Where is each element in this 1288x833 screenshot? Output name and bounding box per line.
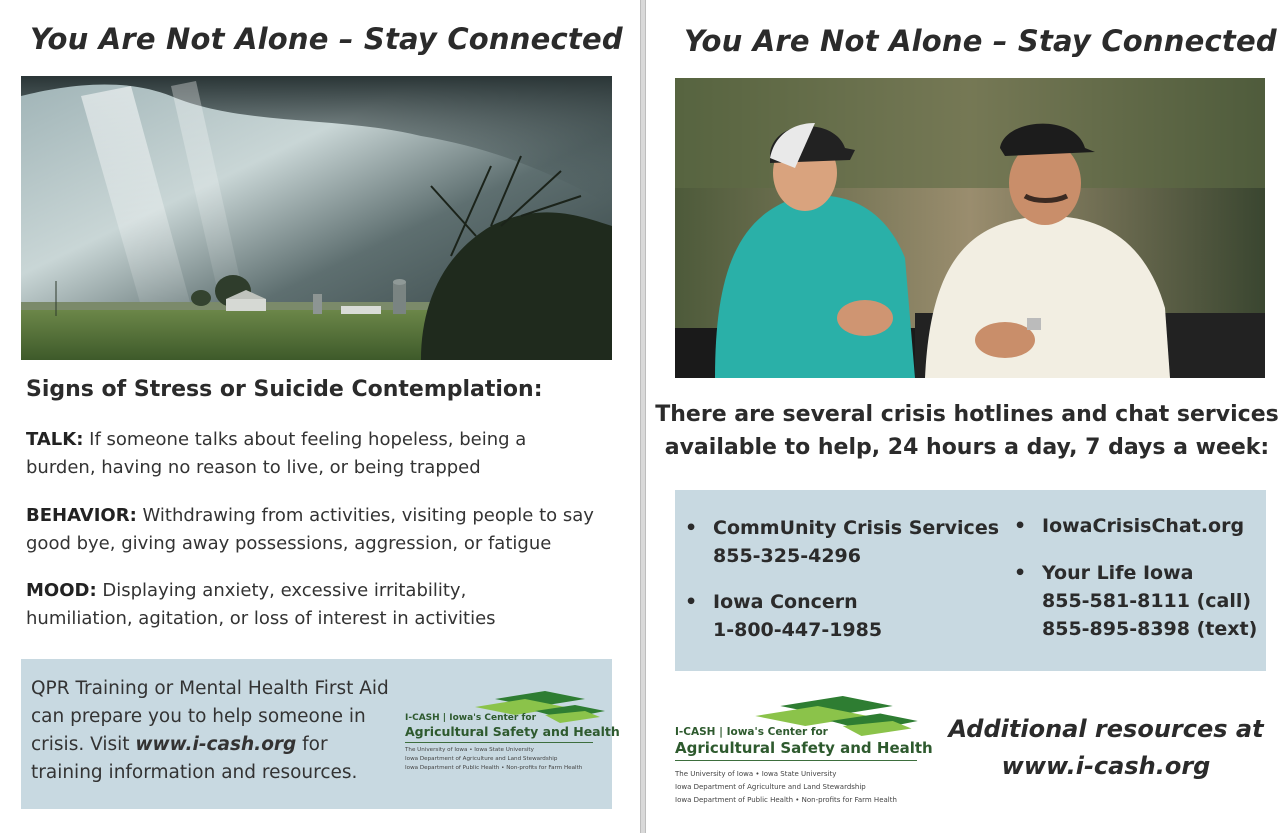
right-page-title: You Are Not Alone – Stay Connected — [684, 24, 1277, 58]
mood-text-line1: Displaying anxiety, excessive irritability, — [96, 580, 467, 601]
hotline-name: Your Life Iowa — [1042, 562, 1194, 584]
left-page — [0, 0, 642, 833]
storm-farm-photo — [21, 76, 612, 360]
icash-logo-line1: I-CASH | Iowa's Center for — [675, 726, 828, 738]
qpr-line3-post: for — [296, 734, 328, 755]
icash-logo-line2: Agricultural Safety and Health — [675, 739, 933, 757]
hotline-number[interactable]: 1-800-447-1985 — [713, 619, 883, 641]
hotline-iowa-concern — [685, 588, 883, 644]
qpr-line4: training information and resources. — [31, 762, 358, 783]
crisis-services-intro — [646, 398, 1288, 464]
hotline-name: CommUnity Crisis Services — [713, 517, 1000, 539]
qpr-text — [31, 675, 401, 787]
right-page — [646, 0, 1288, 833]
behavior-paragraph — [26, 502, 626, 558]
crisis-line2: available to help, 24 hours a day, 7 days a week: — [664, 435, 1270, 460]
bullet-icon: • — [1014, 562, 1027, 584]
mood-label: MOOD: — [26, 580, 97, 601]
bullet-icon: • — [1014, 515, 1027, 537]
behavior-text-line1: Withdrawing from activities, visiting people to say — [136, 505, 594, 526]
qpr-line1: QPR Training or Mental Health First Aid — [31, 678, 389, 699]
hotline-number[interactable]: 855-325-4296 — [713, 545, 861, 567]
icash-logo-small2: Iowa Department of Agriculture and Land Stewardship — [675, 783, 866, 791]
talk-text-line2: burden, having no reason to live, or being trapped — [26, 457, 481, 478]
hotline-name: Iowa Concern — [713, 591, 858, 613]
additional-line1: Additional resources at — [948, 715, 1264, 743]
bullet-icon: • — [685, 517, 698, 539]
mood-paragraph — [26, 577, 626, 633]
farmers-photo — [675, 78, 1265, 378]
hotline-your-life-iowa — [1014, 559, 1258, 643]
hotline-box — [675, 490, 1266, 671]
storm-farm-image — [21, 76, 612, 360]
icash-logo-line2: Agricultural Safety and Health — [405, 724, 620, 739]
behavior-text-line2: good bye, giving away possessions, aggression, or fatigue — [26, 533, 552, 554]
hotline-community-crisis — [685, 514, 1000, 570]
qpr-website-link[interactable]: www.i-cash.org — [135, 734, 297, 755]
hotline-iowa-crisis-chat — [1014, 512, 1245, 540]
additional-website-link[interactable]: www.i-cash.org — [1001, 752, 1211, 780]
mood-text-line2: humiliation, agitation, or loss of interest in activities — [26, 608, 496, 629]
qpr-line2: can prepare you to help someone in — [31, 706, 366, 727]
icash-logo-small3: Iowa Department of Public Health • Non-profits for Farm Health — [405, 765, 583, 771]
additional-resources — [946, 711, 1266, 785]
farmers-image — [675, 78, 1265, 378]
talk-paragraph — [26, 426, 626, 482]
icash-logo-small1: The University of Iowa • Iowa State University — [675, 770, 837, 778]
behavior-label: BEHAVIOR: — [26, 505, 137, 526]
hotline-number[interactable]: 855-581-8111 (call) — [1042, 590, 1252, 612]
talk-label: TALK: — [26, 429, 84, 450]
icash-logo-small2: Iowa Department of Agriculture and Land Stewardship — [405, 756, 558, 762]
icash-logo-rule — [675, 760, 917, 761]
icash-logo — [675, 696, 933, 811]
icash-logo-small3: Iowa Department of Public Health • Non-profits for Farm Health — [675, 796, 897, 804]
icash-logo — [405, 691, 620, 781]
talk-text-line1: If someone talks about feeling hopeless, being a — [83, 429, 527, 450]
hotline-number[interactable]: 855-895-8398 (text) — [1042, 618, 1258, 640]
qpr-info-box — [21, 659, 620, 809]
icash-logo-small1: The University of Iowa • Iowa State University — [405, 747, 534, 753]
icash-logo-rule — [405, 742, 593, 743]
left-page-title: You Are Not Alone – Stay Connected — [30, 22, 623, 56]
bullet-icon: • — [685, 591, 698, 613]
icash-logo-line1: I-CASH | Iowa's Center for — [405, 713, 537, 723]
crisis-line1: There are several crisis hotlines and chat services — [655, 402, 1279, 427]
qpr-line3-pre: crisis. Visit — [31, 734, 136, 755]
hotline-name[interactable]: IowaCrisisChat.org — [1042, 515, 1245, 537]
signs-heading: Signs of Stress or Suicide Contemplation: — [26, 377, 543, 402]
